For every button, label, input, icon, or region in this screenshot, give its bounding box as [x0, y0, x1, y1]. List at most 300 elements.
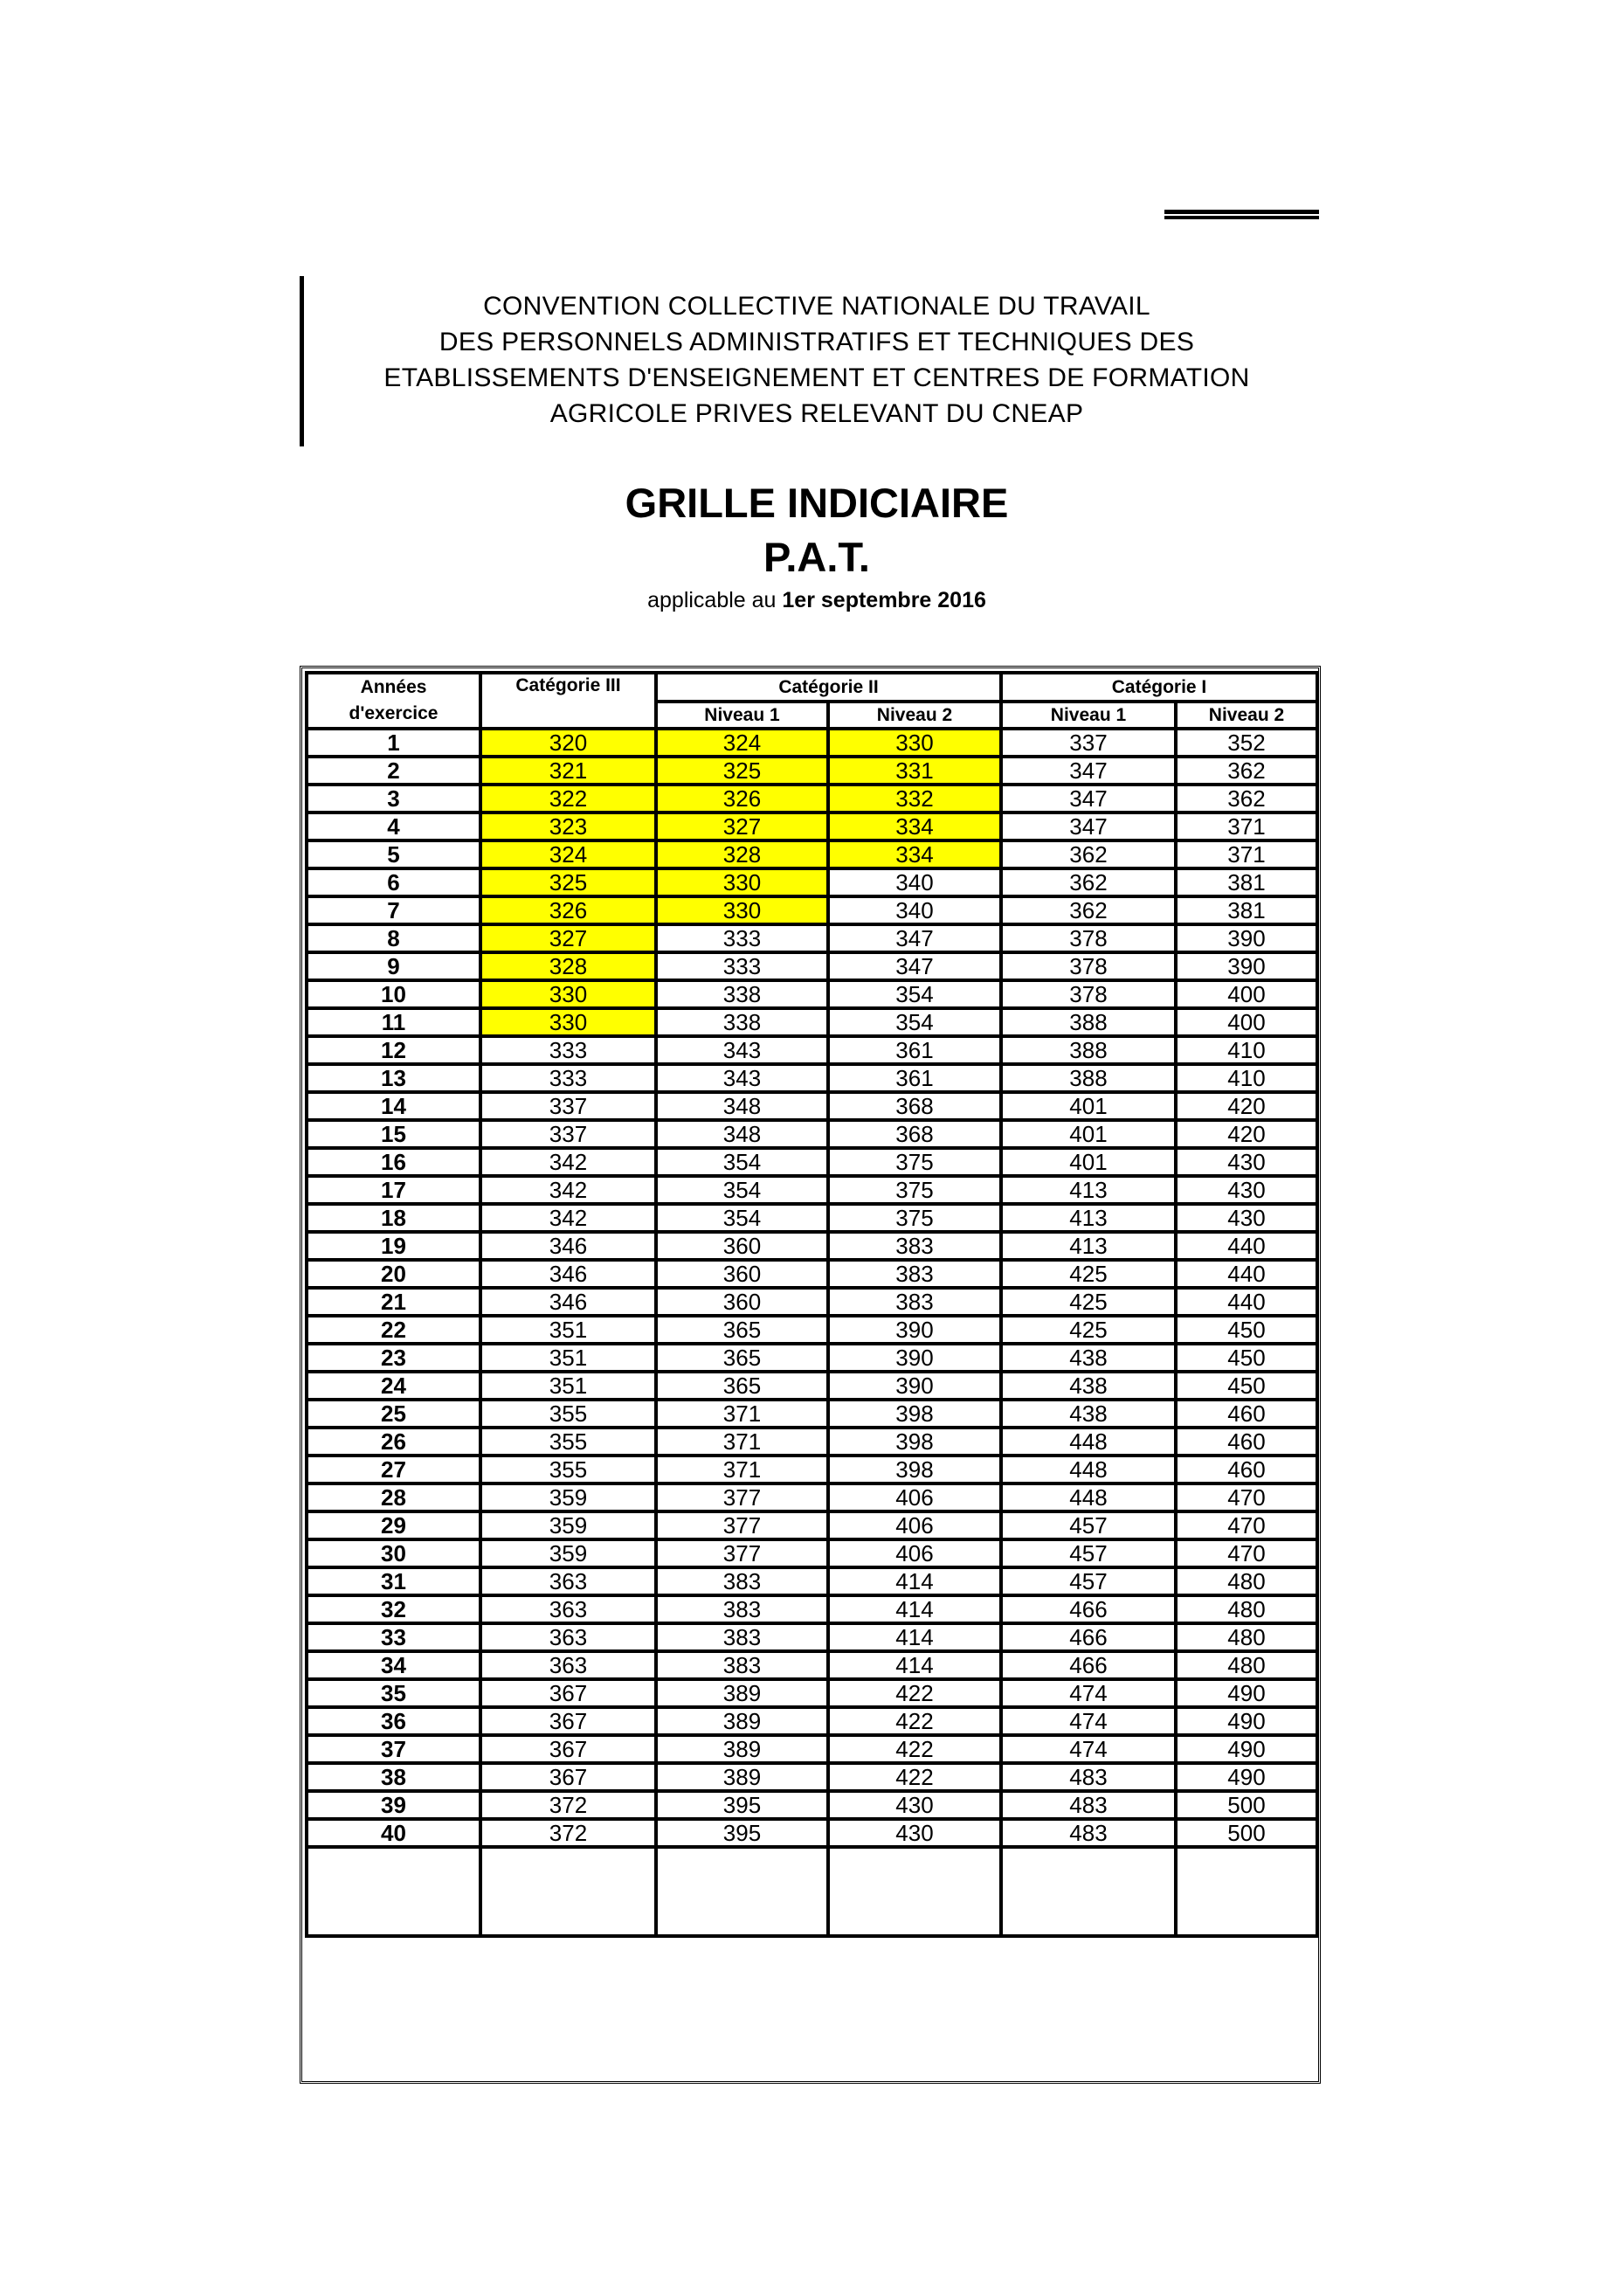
cell-cat2-niveau-1: 371 — [656, 1428, 828, 1456]
cell-cat1-niveau-2: 490 — [1176, 1763, 1317, 1791]
cell-cat2-niveau-2: 414 — [828, 1595, 1001, 1623]
cell-categorie-3: 326 — [480, 896, 656, 924]
header-cat2-niveau-2: Niveau 2 — [828, 702, 1001, 729]
cell-cat1-niveau-2: 381 — [1176, 868, 1317, 896]
cell-year: 23 — [307, 1344, 480, 1372]
cell-cat1-niveau-1: 378 — [1001, 924, 1176, 952]
cell-cat1-niveau-2: 371 — [1176, 813, 1317, 840]
cell-categorie-3: 367 — [480, 1707, 656, 1735]
cell-cat1-niveau-2: 440 — [1176, 1260, 1317, 1288]
table-row — [307, 896, 1317, 924]
table-row — [307, 757, 1317, 785]
cell-cat1-niveau-1: 483 — [1001, 1791, 1176, 1819]
cell-cat1-niveau-1: 413 — [1001, 1176, 1176, 1204]
cell-year: 10 — [307, 980, 480, 1008]
cell-year: 22 — [307, 1316, 480, 1344]
cell-cat2-niveau-2: 361 — [828, 1064, 1001, 1092]
table-row — [307, 1092, 1317, 1120]
cell-year: 38 — [307, 1763, 480, 1791]
cell-cat2-niveau-2: 383 — [828, 1232, 1001, 1260]
applicable-date: 1er septembre 2016 — [782, 588, 986, 612]
cell-cat2-niveau-1: 333 — [656, 924, 828, 952]
table-row — [307, 1120, 1317, 1148]
cell-cat2-niveau-1: 360 — [656, 1288, 828, 1316]
decorative-double-rule-bottom — [1164, 216, 1319, 219]
cell-cat1-niveau-2: 420 — [1176, 1092, 1317, 1120]
cell-categorie-3: 333 — [480, 1036, 656, 1064]
table-row — [307, 1511, 1317, 1539]
cell-cat2-niveau-1: 389 — [656, 1763, 828, 1791]
cell-year: 9 — [307, 952, 480, 980]
cell-categorie-3: 330 — [480, 980, 656, 1008]
cell-cat2-niveau-1: 343 — [656, 1064, 828, 1092]
cell-cat2-niveau-2: 347 — [828, 952, 1001, 980]
cell-cat2-niveau-2: 414 — [828, 1651, 1001, 1679]
cell-categorie-3: 359 — [480, 1539, 656, 1567]
cell-cat1-niveau-2: 390 — [1176, 924, 1317, 952]
cell-cat2-niveau-1: 383 — [656, 1651, 828, 1679]
cell-cat2-niveau-2: 347 — [828, 924, 1001, 952]
cell-year: 15 — [307, 1120, 480, 1148]
cell-cat2-niveau-1: 333 — [656, 952, 828, 980]
cell-year: 1 — [307, 729, 480, 757]
cell-cat2-niveau-2: 414 — [828, 1623, 1001, 1651]
cell-cat2-niveau-1: 354 — [656, 1204, 828, 1232]
empty-cell — [828, 1847, 1001, 1936]
cell-year: 27 — [307, 1456, 480, 1483]
cell-cat1-niveau-2: 490 — [1176, 1707, 1317, 1735]
cell-cat1-niveau-2: 460 — [1176, 1400, 1317, 1428]
empty-cell — [656, 1847, 828, 1936]
table-row — [307, 1567, 1317, 1595]
cell-cat2-niveau-1: 383 — [656, 1567, 828, 1595]
cell-categorie-3: 325 — [480, 868, 656, 896]
cell-cat1-niveau-2: 362 — [1176, 757, 1317, 785]
cell-year: 31 — [307, 1567, 480, 1595]
cell-year: 25 — [307, 1400, 480, 1428]
cell-cat2-niveau-2: 383 — [828, 1288, 1001, 1316]
cell-cat2-niveau-2: 430 — [828, 1791, 1001, 1819]
convention-heading — [314, 288, 1319, 432]
cell-cat1-niveau-1: 401 — [1001, 1148, 1176, 1176]
header-years-line1: Années — [360, 677, 427, 697]
cell-cat2-niveau-2: 334 — [828, 813, 1001, 840]
cell-cat2-niveau-1: 348 — [656, 1120, 828, 1148]
table-row — [307, 1316, 1317, 1344]
cell-cat2-niveau-2: 361 — [828, 1036, 1001, 1064]
cell-year: 17 — [307, 1176, 480, 1204]
cell-categorie-3: 337 — [480, 1120, 656, 1148]
cell-categorie-3: 367 — [480, 1763, 656, 1791]
cell-cat1-niveau-2: 460 — [1176, 1428, 1317, 1456]
cell-categorie-3: 342 — [480, 1148, 656, 1176]
decorative-double-rule-top — [1164, 210, 1319, 214]
table-row — [307, 1204, 1317, 1232]
cell-year: 21 — [307, 1288, 480, 1316]
cell-cat1-niveau-1: 388 — [1001, 1008, 1176, 1036]
salary-grid-body — [307, 729, 1317, 1936]
table-row — [307, 1148, 1317, 1176]
cell-cat1-niveau-1: 457 — [1001, 1511, 1176, 1539]
cell-cat1-niveau-2: 500 — [1176, 1819, 1317, 1847]
empty-cell — [307, 1847, 480, 1936]
cell-cat2-niveau-1: 389 — [656, 1679, 828, 1707]
cell-cat2-niveau-1: 389 — [656, 1707, 828, 1735]
table-row — [307, 1791, 1317, 1819]
cell-year: 12 — [307, 1036, 480, 1064]
table-row — [307, 1288, 1317, 1316]
table-row — [307, 1176, 1317, 1204]
cell-cat2-niveau-2: 406 — [828, 1483, 1001, 1511]
cell-categorie-3: 355 — [480, 1400, 656, 1428]
cell-cat1-niveau-1: 438 — [1001, 1344, 1176, 1372]
cell-cat2-niveau-2: 406 — [828, 1539, 1001, 1567]
cell-cat1-niveau-2: 480 — [1176, 1595, 1317, 1623]
cell-categorie-3: 367 — [480, 1735, 656, 1763]
cell-categorie-3: 359 — [480, 1511, 656, 1539]
cell-cat1-niveau-1: 425 — [1001, 1260, 1176, 1288]
table-row — [307, 1008, 1317, 1036]
empty-cell — [480, 1847, 656, 1936]
table-row — [307, 1651, 1317, 1679]
cell-cat1-niveau-1: 347 — [1001, 785, 1176, 813]
cell-year: 36 — [307, 1707, 480, 1735]
cell-cat2-niveau-2: 422 — [828, 1679, 1001, 1707]
cell-cat1-niveau-2: 400 — [1176, 980, 1317, 1008]
cell-year: 24 — [307, 1372, 480, 1400]
cell-year: 14 — [307, 1092, 480, 1120]
table-row — [307, 1539, 1317, 1567]
header-categorie-1: Catégorie I — [1001, 673, 1317, 702]
cell-cat2-niveau-2: 375 — [828, 1148, 1001, 1176]
cell-cat1-niveau-2: 430 — [1176, 1204, 1317, 1232]
cell-cat2-niveau-1: 330 — [656, 896, 828, 924]
cell-year: 19 — [307, 1232, 480, 1260]
applicable-date-line — [314, 587, 1319, 613]
cell-cat1-niveau-2: 410 — [1176, 1036, 1317, 1064]
table-row — [307, 729, 1317, 757]
cell-cat1-niveau-2: 420 — [1176, 1120, 1317, 1148]
cell-year: 7 — [307, 896, 480, 924]
cell-cat2-niveau-2: 354 — [828, 1008, 1001, 1036]
cell-categorie-3: 342 — [480, 1176, 656, 1204]
cell-cat1-niveau-2: 480 — [1176, 1623, 1317, 1651]
revision-margin-bar — [300, 276, 304, 446]
cell-cat1-niveau-1: 466 — [1001, 1651, 1176, 1679]
cell-cat1-niveau-2: 480 — [1176, 1651, 1317, 1679]
cell-categorie-3: 321 — [480, 757, 656, 785]
cell-cat1-niveau-2: 480 — [1176, 1567, 1317, 1595]
header-years-line2: d'exercice — [349, 703, 439, 723]
cell-categorie-3: 372 — [480, 1791, 656, 1819]
cell-cat2-niveau-1: 328 — [656, 840, 828, 868]
cell-cat1-niveau-1: 362 — [1001, 840, 1176, 868]
cell-cat2-niveau-2: 414 — [828, 1567, 1001, 1595]
cell-cat1-niveau-2: 450 — [1176, 1344, 1317, 1372]
document-subtitle: P.A.T. — [763, 534, 870, 580]
cell-cat2-niveau-1: 330 — [656, 868, 828, 896]
cell-year: 30 — [307, 1539, 480, 1567]
cell-cat1-niveau-2: 410 — [1176, 1064, 1317, 1092]
cell-cat1-niveau-1: 457 — [1001, 1567, 1176, 1595]
cell-categorie-3: 351 — [480, 1316, 656, 1344]
cell-cat1-niveau-2: 490 — [1176, 1735, 1317, 1763]
cell-cat1-niveau-1: 362 — [1001, 868, 1176, 896]
cell-cat2-niveau-2: 375 — [828, 1204, 1001, 1232]
cell-cat2-niveau-2: 354 — [828, 980, 1001, 1008]
cell-cat1-niveau-1: 425 — [1001, 1316, 1176, 1344]
cell-cat2-niveau-1: 371 — [656, 1400, 828, 1428]
cell-cat2-niveau-1: 371 — [656, 1456, 828, 1483]
cell-cat1-niveau-2: 371 — [1176, 840, 1317, 868]
cell-cat1-niveau-1: 474 — [1001, 1735, 1176, 1763]
cell-categorie-3: 363 — [480, 1595, 656, 1623]
cell-cat2-niveau-2: 390 — [828, 1344, 1001, 1372]
cell-year: 35 — [307, 1679, 480, 1707]
cell-year: 6 — [307, 868, 480, 896]
cell-categorie-3: 363 — [480, 1567, 656, 1595]
convention-line: ETABLISSEMENTS D'ENSEIGNEMENT ET CENTRES DE FORMATION — [383, 363, 1250, 392]
cell-categorie-3: 363 — [480, 1623, 656, 1651]
cell-cat2-niveau-1: 377 — [656, 1511, 828, 1539]
cell-cat2-niveau-2: 368 — [828, 1092, 1001, 1120]
cell-cat2-niveau-1: 365 — [656, 1372, 828, 1400]
empty-cell — [1001, 1847, 1176, 1936]
cell-cat1-niveau-1: 438 — [1001, 1372, 1176, 1400]
cell-categorie-3: 372 — [480, 1819, 656, 1847]
cell-cat2-niveau-1: 338 — [656, 1008, 828, 1036]
cell-cat1-niveau-2: 440 — [1176, 1288, 1317, 1316]
cell-year: 2 — [307, 757, 480, 785]
table-row — [307, 1735, 1317, 1763]
cell-cat1-niveau-1: 337 — [1001, 729, 1176, 757]
cell-cat1-niveau-1: 362 — [1001, 896, 1176, 924]
cell-cat1-niveau-1: 413 — [1001, 1204, 1176, 1232]
table-row — [307, 1456, 1317, 1483]
table-row — [307, 840, 1317, 868]
cell-categorie-3: 342 — [480, 1204, 656, 1232]
table-row — [307, 1400, 1317, 1428]
cell-cat2-niveau-2: 332 — [828, 785, 1001, 813]
cell-categorie-3: 367 — [480, 1679, 656, 1707]
cell-categorie-3: 346 — [480, 1232, 656, 1260]
cell-cat1-niveau-1: 347 — [1001, 813, 1176, 840]
salary-grid-table — [305, 671, 1319, 1938]
cell-cat1-niveau-1: 425 — [1001, 1288, 1176, 1316]
cell-cat1-niveau-1: 483 — [1001, 1819, 1176, 1847]
cell-categorie-3: 330 — [480, 1008, 656, 1036]
convention-line: AGRICOLE PRIVES RELEVANT DU CNEAP — [549, 399, 1084, 428]
header-categorie-3: Catégorie III — [480, 673, 656, 729]
cell-year: 33 — [307, 1623, 480, 1651]
cell-year: 28 — [307, 1483, 480, 1511]
table-row — [307, 868, 1317, 896]
cell-cat2-niveau-1: 383 — [656, 1595, 828, 1623]
cell-cat1-niveau-2: 430 — [1176, 1176, 1317, 1204]
cell-cat1-niveau-2: 430 — [1176, 1148, 1317, 1176]
header-cat1-niveau-2: Niveau 2 — [1176, 702, 1317, 729]
cell-cat1-niveau-2: 490 — [1176, 1679, 1317, 1707]
cell-year: 16 — [307, 1148, 480, 1176]
cell-cat2-niveau-1: 360 — [656, 1232, 828, 1260]
cell-cat2-niveau-2: 422 — [828, 1735, 1001, 1763]
empty-cell — [1176, 1847, 1317, 1936]
table-row — [307, 952, 1317, 980]
table-row — [307, 1232, 1317, 1260]
cell-categorie-3: 324 — [480, 840, 656, 868]
cell-cat2-niveau-1: 377 — [656, 1483, 828, 1511]
cell-cat2-niveau-2: 422 — [828, 1763, 1001, 1791]
cell-categorie-3: 328 — [480, 952, 656, 980]
cell-cat2-niveau-1: 326 — [656, 785, 828, 813]
cell-cat2-niveau-1: 395 — [656, 1791, 828, 1819]
cell-cat2-niveau-1: 360 — [656, 1260, 828, 1288]
cell-categorie-3: 346 — [480, 1288, 656, 1316]
cell-year: 4 — [307, 813, 480, 840]
cell-categorie-3: 351 — [480, 1372, 656, 1400]
cell-cat1-niveau-1: 474 — [1001, 1707, 1176, 1735]
cell-cat1-niveau-1: 448 — [1001, 1456, 1176, 1483]
table-row — [307, 1707, 1317, 1735]
cell-cat1-niveau-2: 440 — [1176, 1232, 1317, 1260]
cell-cat2-niveau-1: 348 — [656, 1092, 828, 1120]
cell-cat1-niveau-1: 388 — [1001, 1036, 1176, 1064]
cell-cat2-niveau-2: 334 — [828, 840, 1001, 868]
cell-cat1-niveau-1: 378 — [1001, 952, 1176, 980]
cell-cat1-niveau-1: 438 — [1001, 1400, 1176, 1428]
cell-year: 34 — [307, 1651, 480, 1679]
cell-cat1-niveau-1: 378 — [1001, 980, 1176, 1008]
cell-cat2-niveau-1: 377 — [656, 1539, 828, 1567]
convention-line: CONVENTION COLLECTIVE NATIONALE DU TRAVAIL — [483, 292, 1150, 321]
table-row — [307, 1372, 1317, 1400]
cell-year: 11 — [307, 1008, 480, 1036]
table-row — [307, 1064, 1317, 1092]
cell-year: 20 — [307, 1260, 480, 1288]
cell-cat2-niveau-1: 324 — [656, 729, 828, 757]
cell-cat1-niveau-1: 466 — [1001, 1595, 1176, 1623]
cell-cat2-niveau-2: 390 — [828, 1372, 1001, 1400]
cell-categorie-3: 323 — [480, 813, 656, 840]
cell-cat2-niveau-1: 327 — [656, 813, 828, 840]
cell-year: 32 — [307, 1595, 480, 1623]
cell-cat1-niveau-1: 483 — [1001, 1763, 1176, 1791]
table-row — [307, 924, 1317, 952]
cell-cat2-niveau-2: 368 — [828, 1120, 1001, 1148]
table-row — [307, 1483, 1317, 1511]
cell-year: 5 — [307, 840, 480, 868]
cell-cat2-niveau-2: 398 — [828, 1428, 1001, 1456]
cell-categorie-3: 359 — [480, 1483, 656, 1511]
cell-cat2-niveau-1: 395 — [656, 1819, 828, 1847]
cell-year: 13 — [307, 1064, 480, 1092]
cell-cat1-niveau-2: 352 — [1176, 729, 1317, 757]
cell-cat2-niveau-1: 325 — [656, 757, 828, 785]
cell-cat2-niveau-1: 354 — [656, 1148, 828, 1176]
cell-cat2-niveau-1: 354 — [656, 1176, 828, 1204]
cell-year: 26 — [307, 1428, 480, 1456]
cell-categorie-3: 327 — [480, 924, 656, 952]
table-row — [307, 1428, 1317, 1456]
cell-cat2-niveau-1: 343 — [656, 1036, 828, 1064]
cell-cat1-niveau-1: 413 — [1001, 1232, 1176, 1260]
table-row — [307, 1819, 1317, 1847]
cell-cat2-niveau-1: 365 — [656, 1316, 828, 1344]
document-title: GRILLE INDICIAIRE — [625, 480, 1009, 526]
header-categorie-2: Catégorie II — [656, 673, 1001, 702]
cell-cat2-niveau-2: 422 — [828, 1707, 1001, 1735]
cell-categorie-3: 337 — [480, 1092, 656, 1120]
cell-cat1-niveau-2: 450 — [1176, 1316, 1317, 1344]
cell-cat2-niveau-2: 383 — [828, 1260, 1001, 1288]
applicable-prefix: applicable au — [647, 588, 777, 612]
header-cat2-niveau-1: Niveau 1 — [656, 702, 828, 729]
table-row — [307, 1036, 1317, 1064]
cell-year: 8 — [307, 924, 480, 952]
cell-cat2-niveau-2: 375 — [828, 1176, 1001, 1204]
cell-cat1-niveau-2: 470 — [1176, 1511, 1317, 1539]
cell-cat1-niveau-2: 390 — [1176, 952, 1317, 980]
cell-cat1-niveau-2: 400 — [1176, 1008, 1317, 1036]
cell-year: 40 — [307, 1819, 480, 1847]
header-years — [307, 673, 480, 729]
cell-categorie-3: 363 — [480, 1651, 656, 1679]
table-row — [307, 1623, 1317, 1651]
cell-categorie-3: 355 — [480, 1456, 656, 1483]
cell-categorie-3: 355 — [480, 1428, 656, 1456]
table-row — [307, 1595, 1317, 1623]
table-row — [307, 980, 1317, 1008]
cell-year: 37 — [307, 1735, 480, 1763]
table-row — [307, 1763, 1317, 1791]
table-row — [307, 1679, 1317, 1707]
cell-cat1-niveau-2: 381 — [1176, 896, 1317, 924]
cell-cat1-niveau-1: 457 — [1001, 1539, 1176, 1567]
cell-cat1-niveau-1: 401 — [1001, 1092, 1176, 1120]
cell-cat1-niveau-1: 388 — [1001, 1064, 1176, 1092]
cell-cat2-niveau-2: 331 — [828, 757, 1001, 785]
cell-cat1-niveau-2: 362 — [1176, 785, 1317, 813]
cell-cat2-niveau-1: 338 — [656, 980, 828, 1008]
salary-grid-frame — [300, 666, 1321, 2084]
cell-cat1-niveau-2: 450 — [1176, 1372, 1317, 1400]
cell-year: 29 — [307, 1511, 480, 1539]
cell-cat2-niveau-2: 330 — [828, 729, 1001, 757]
cell-cat1-niveau-1: 347 — [1001, 757, 1176, 785]
cell-cat2-niveau-2: 340 — [828, 896, 1001, 924]
cell-cat2-niveau-2: 340 — [828, 868, 1001, 896]
cell-categorie-3: 320 — [480, 729, 656, 757]
cell-cat2-niveau-1: 389 — [656, 1735, 828, 1763]
cell-year: 18 — [307, 1204, 480, 1232]
table-row — [307, 785, 1317, 813]
cell-cat2-niveau-2: 398 — [828, 1400, 1001, 1428]
cell-cat2-niveau-2: 390 — [828, 1316, 1001, 1344]
cell-cat1-niveau-1: 448 — [1001, 1483, 1176, 1511]
cell-categorie-3: 346 — [480, 1260, 656, 1288]
cell-cat2-niveau-1: 383 — [656, 1623, 828, 1651]
cell-cat1-niveau-2: 470 — [1176, 1483, 1317, 1511]
cell-categorie-3: 333 — [480, 1064, 656, 1092]
cell-cat1-niveau-1: 401 — [1001, 1120, 1176, 1148]
cell-cat1-niveau-2: 470 — [1176, 1539, 1317, 1567]
convention-line: DES PERSONNELS ADMINISTRATIFS ET TECHNIQUES DES — [439, 328, 1195, 356]
table-row — [307, 1344, 1317, 1372]
cell-cat1-niveau-1: 466 — [1001, 1623, 1176, 1651]
cell-year: 39 — [307, 1791, 480, 1819]
header-cat1-niveau-1: Niveau 1 — [1001, 702, 1176, 729]
cell-categorie-3: 351 — [480, 1344, 656, 1372]
